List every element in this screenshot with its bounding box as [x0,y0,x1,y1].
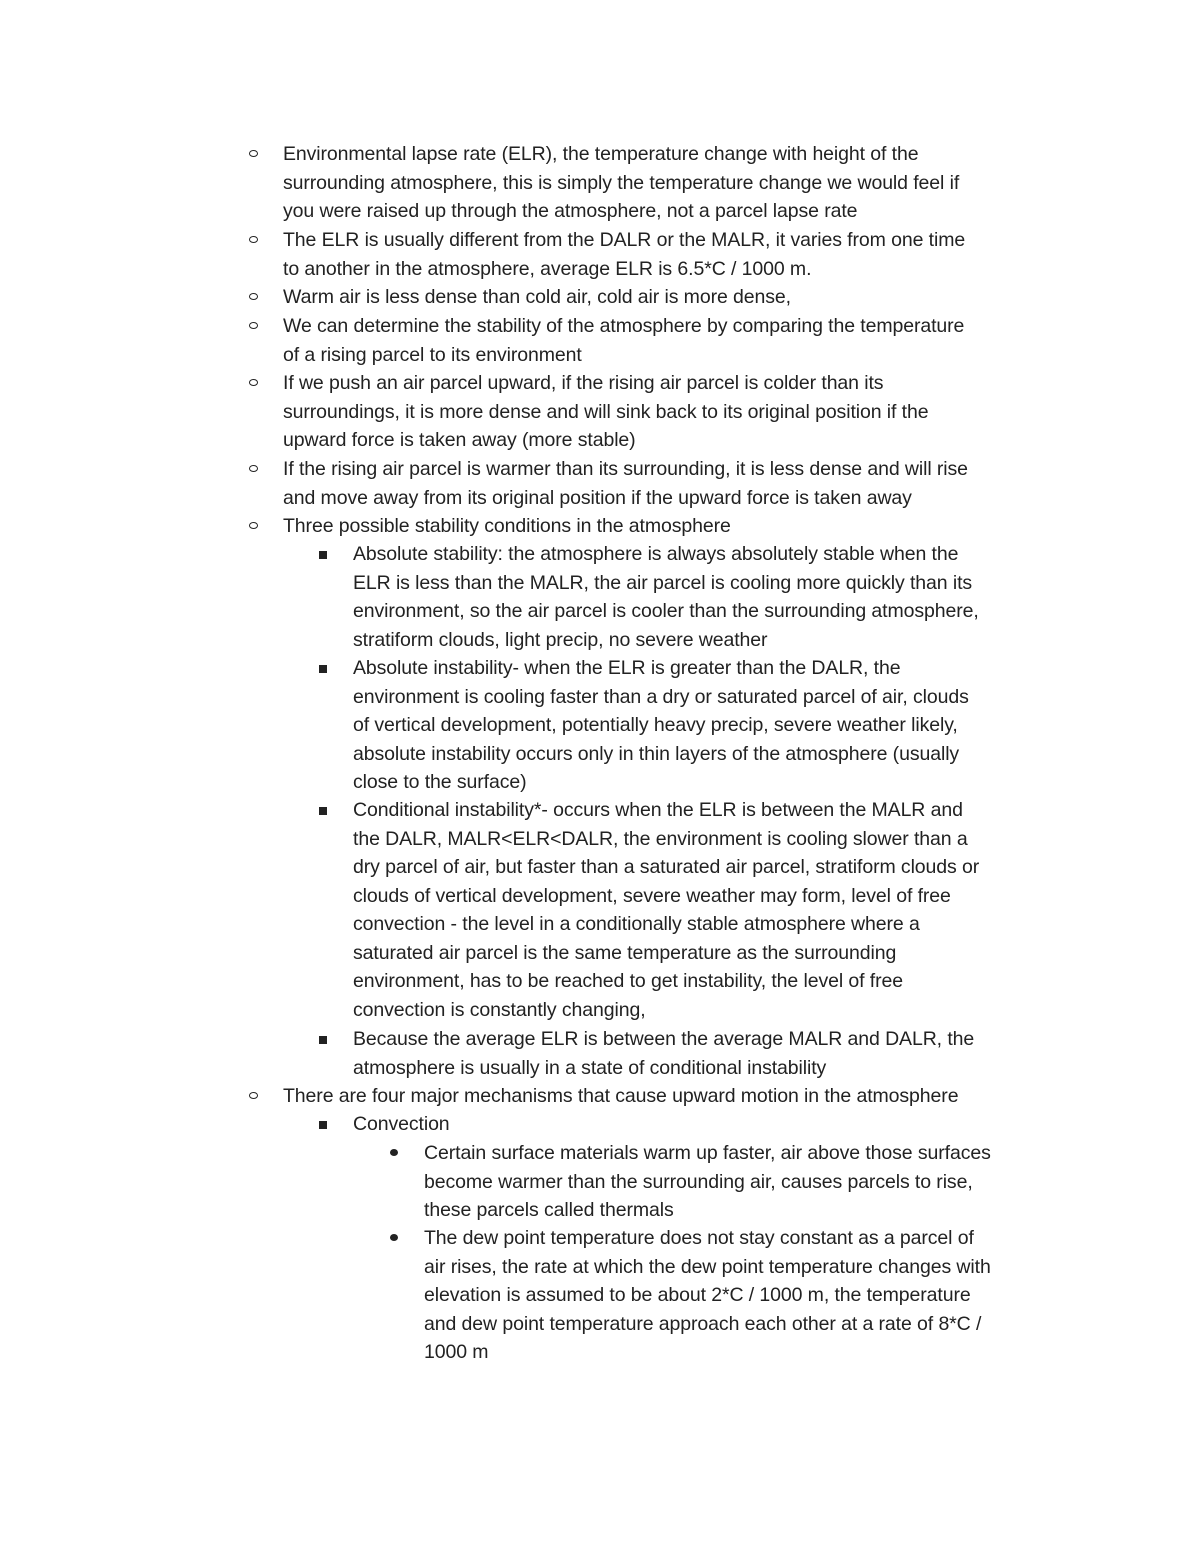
hollow-circle-bullet-icon [249,522,258,529]
hollow-circle-bullet-icon [249,236,258,243]
text-line: The dew point temperature does not stay constant as a parcel of [424,1227,974,1249]
list-item-elr-definition [283,140,959,226]
text-line: atmosphere is usually in a state of conditional instability [353,1056,827,1079]
list-item-four-mechanisms [283,1082,958,1111]
list-item-average-elr [353,1025,974,1082]
list-item-warm-air [283,283,791,312]
text-line: and move away from its original position if the upward force is taken away [283,486,912,509]
text-line: surrounding atmosphere, this is simply the temperature change we would feel if [283,171,960,194]
text-line: There are four major mechanisms that cause upward motion in the atmosphere [283,1085,959,1107]
text-line: become warmer than the surrounding air, causes parcels to rise, [424,1170,973,1193]
filled-circle-bullet-icon [390,1149,398,1156]
list-item-absolute-stability [353,540,979,654]
text-line: We can determine the stability of the atmosphere by comparing the temperature [283,315,965,337]
text-line: ELR is less than the MALR, the air parcel is cooling more quickly than its [353,571,973,594]
list-item-warmer-parcel [283,455,968,512]
text-line: If we push an air parcel upward, if the rising air parcel is colder than its [283,372,884,394]
text-line: upward force is taken away (more stable) [283,429,636,451]
text-line: Absolute instability- when the ELR is greater than the DALR, the [353,657,901,679]
text-line: Conditional instability*- occurs when the ELR is between the MALR and [353,799,963,821]
text-line: surroundings, it is more dense and will sink back to its original position if the [283,400,929,423]
list-item-surface-materials [424,1139,991,1225]
text-line: 1000 m [424,1341,489,1363]
text-line: Absolute stability: the atmosphere is always absolutely stable when the [353,543,959,565]
list-item-absolute-instability [353,654,969,797]
list-item-dew-point [424,1224,991,1367]
text-line: close to the surface) [353,771,527,793]
text-line: of vertical development, potentially heavy precip, severe weather likely, [353,714,958,736]
text-line: environment, has to be reached to get instability, the level of free [353,970,903,992]
hollow-circle-bullet-icon [249,293,258,300]
list-item-determine-stability [283,312,964,369]
text-line: Three possible stability conditions in the atmosphere [283,515,731,537]
text-line: Because the average ELR is between the average MALR and DALR, the [353,1028,975,1050]
hollow-circle-bullet-icon [249,465,258,472]
list-item-elr-varies [283,226,965,283]
hollow-circle-bullet-icon [249,150,258,157]
text-line: The ELR is usually different from the DALR or the MALR, it varies from one time [283,229,966,251]
text-line: clouds of vertical development, severe weather may form, level of free [353,884,951,907]
text-line: If the rising air parcel is warmer than its surrounding, it is less dense and will rise [283,458,968,480]
text-line: and dew point temperature approach each other at a rate of 8*C / [424,1312,982,1335]
square-bullet-icon [319,807,327,815]
text-line: air rises, the rate at which the dew point temperature changes with [424,1255,991,1278]
text-line: Environmental lapse rate (ELR), the temperature change with height of the [283,143,919,165]
text-line: Certain surface materials warm up faster, air above those surfaces [424,1142,991,1164]
square-bullet-icon [319,665,327,673]
text-line: the DALR, MALR<ELR<DALR, the environment is cooling slower than a [353,827,968,850]
filled-circle-bullet-icon [390,1234,398,1241]
list-item-three-conditions [283,512,731,541]
text-line: elevation is assumed to be about 2*C / 1000 m, the temperature [424,1284,971,1306]
text-line: Convection [353,1113,450,1135]
text-line: convection is constantly changing, [353,998,646,1021]
hollow-circle-bullet-icon [249,322,258,329]
text-line: these parcels called thermals [424,1199,674,1221]
list-item-colder-parcel [283,369,928,455]
text-line: stratiform clouds, light precip, no severe weather [353,628,768,651]
hollow-circle-bullet-icon [249,1092,258,1099]
text-line: environment is cooling faster than a dry or saturated parcel of air, clouds [353,685,969,708]
hollow-circle-bullet-icon [249,379,258,386]
text-line: absolute instability occurs only in thin layers of the atmosphere (usually [353,742,960,765]
text-line: environment, so the air parcel is cooler than the surrounding atmosphere, [353,600,979,622]
text-line: convection - the level in a conditionally stable atmosphere where a [353,913,920,935]
text-line: you were raised up through the atmosphere, not a parcel lapse rate [283,200,858,222]
list-item-convection [353,1110,450,1139]
text-line: saturated air parcel is the same temperature as the surrounding [353,941,897,964]
square-bullet-icon [319,1036,327,1044]
text-line: dry parcel of air, but faster than a saturated air parcel, stratiform clouds or [353,856,980,878]
square-bullet-icon [319,1121,327,1129]
text-line: to another in the atmosphere, average ELR is 6.5*C / 1000 m. [283,257,812,280]
list-item-conditional-instability [353,796,979,1024]
text-line: Warm air is less dense than cold air, cold air is more dense, [283,286,791,308]
text-line: of a rising parcel to its environment [283,343,582,366]
square-bullet-icon [319,551,327,559]
